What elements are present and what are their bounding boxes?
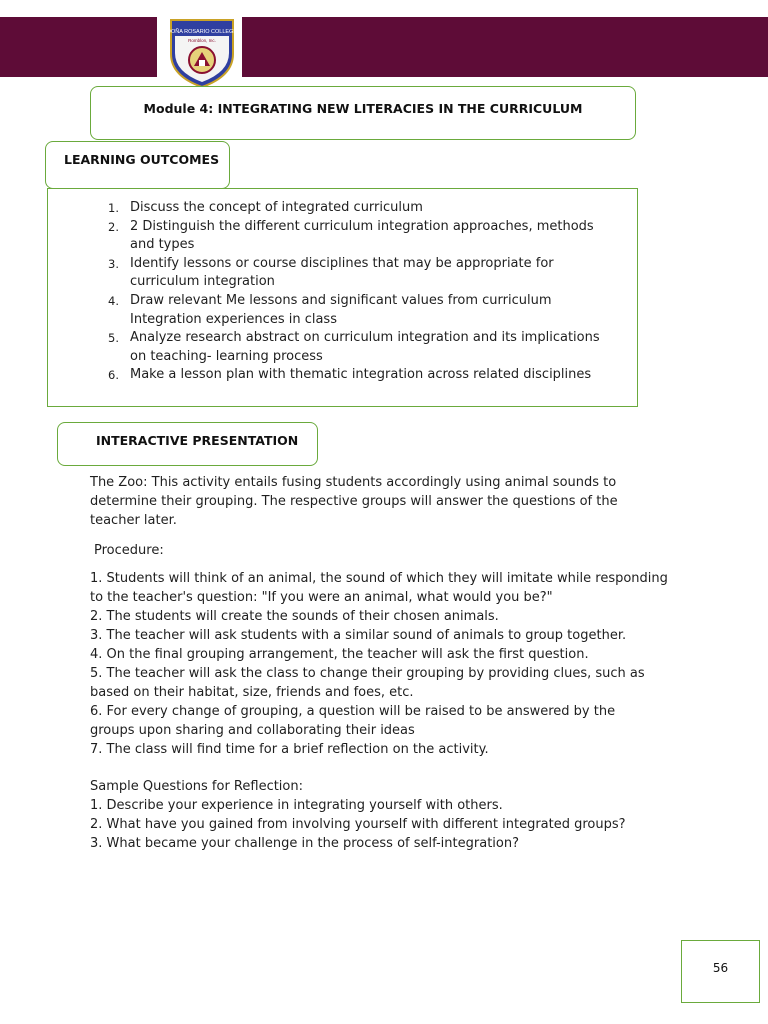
reflection-questions: Sample Questions for Reflection: 1. Describe your experience in integrating yourself with others. 2. What have you gained from involving yourself with different integrated groups? 3. What became your challenge in the process of self-integration?: [90, 777, 690, 853]
learning-outcomes-box: [47, 188, 638, 407]
college-seal-logo: [163, 14, 241, 90]
learning-outcomes-list: [108, 199, 618, 385]
page-number: 56: [712, 961, 729, 975]
header-band-right: [242, 17, 768, 77]
module-title-box: [90, 86, 636, 140]
outcome-item: 2. 2 Distinguish the different curriculum integration approaches, methods and types: [108, 218, 594, 253]
outcome-item: 6. Make a lesson plan with thematic integration across related disciplines: [108, 367, 592, 383]
zoo-activity-description: The Zoo: This activity entails fusing students accordingly using animal sounds to determine their grouping. The respective groups will answer the questions of the teacher later.: [90, 475, 618, 528]
outcome-item: 5. Analyze research abstract on curriculum integration and its implications on teaching- learning process: [108, 330, 600, 364]
svg-text:DOÑA ROSARIO COLLEGE: DOÑA ROSARIO COLLEGE: [167, 29, 237, 35]
module-title: Module 4: INTEGRATING NEW LITERACIES IN THE CURRICULUM: [143, 101, 583, 116]
procedure-steps: 1. Students will think of an animal, the sound of which they will imitate while responding to the teacher's question: "If you were an animal, what would you be?" 2. The students will create the sounds of their chosen animals. 3. The teacher will ask students with a similar sound of animals to group together. 4. On the final grouping arrangement, the teacher will ask the first question. 5. The teacher will ask the class to change their grouping by providing clues, such as based on their habitat, size, friends and foes, etc. 6. For every change of grouping, a question will be raised to be answered by the groups upon sharing and collaborating their ideas 7. The class will find time for a brief reflection on the activity.: [90, 571, 668, 757]
outcome-item: 4. Draw relevant Me lessons and significant values from curriculum Integration experiences in class: [108, 292, 552, 327]
header-band-left: [0, 17, 157, 77]
procedure-heading: Procedure:: [94, 543, 164, 558]
interactive-presentation-heading: INTERACTIVE PRESENTATION: [96, 433, 299, 448]
outcome-item: 1. Discuss the concept of integrated curriculum: [108, 200, 423, 215]
svg-text:Romblon, Inc.: Romblon, Inc.: [188, 38, 216, 43]
page-number-box: [681, 940, 760, 1003]
learning-outcomes-tab: [45, 141, 230, 189]
learning-outcomes-heading: LEARNING OUTCOMES: [64, 152, 220, 167]
interactive-presentation-tab: [57, 422, 318, 466]
reflection-heading: Sample Questions for Reflection:: [90, 779, 303, 794]
outcome-item: 3. Identify lessons or course disciplines that may be appropriate for curriculum integration: [108, 255, 554, 290]
